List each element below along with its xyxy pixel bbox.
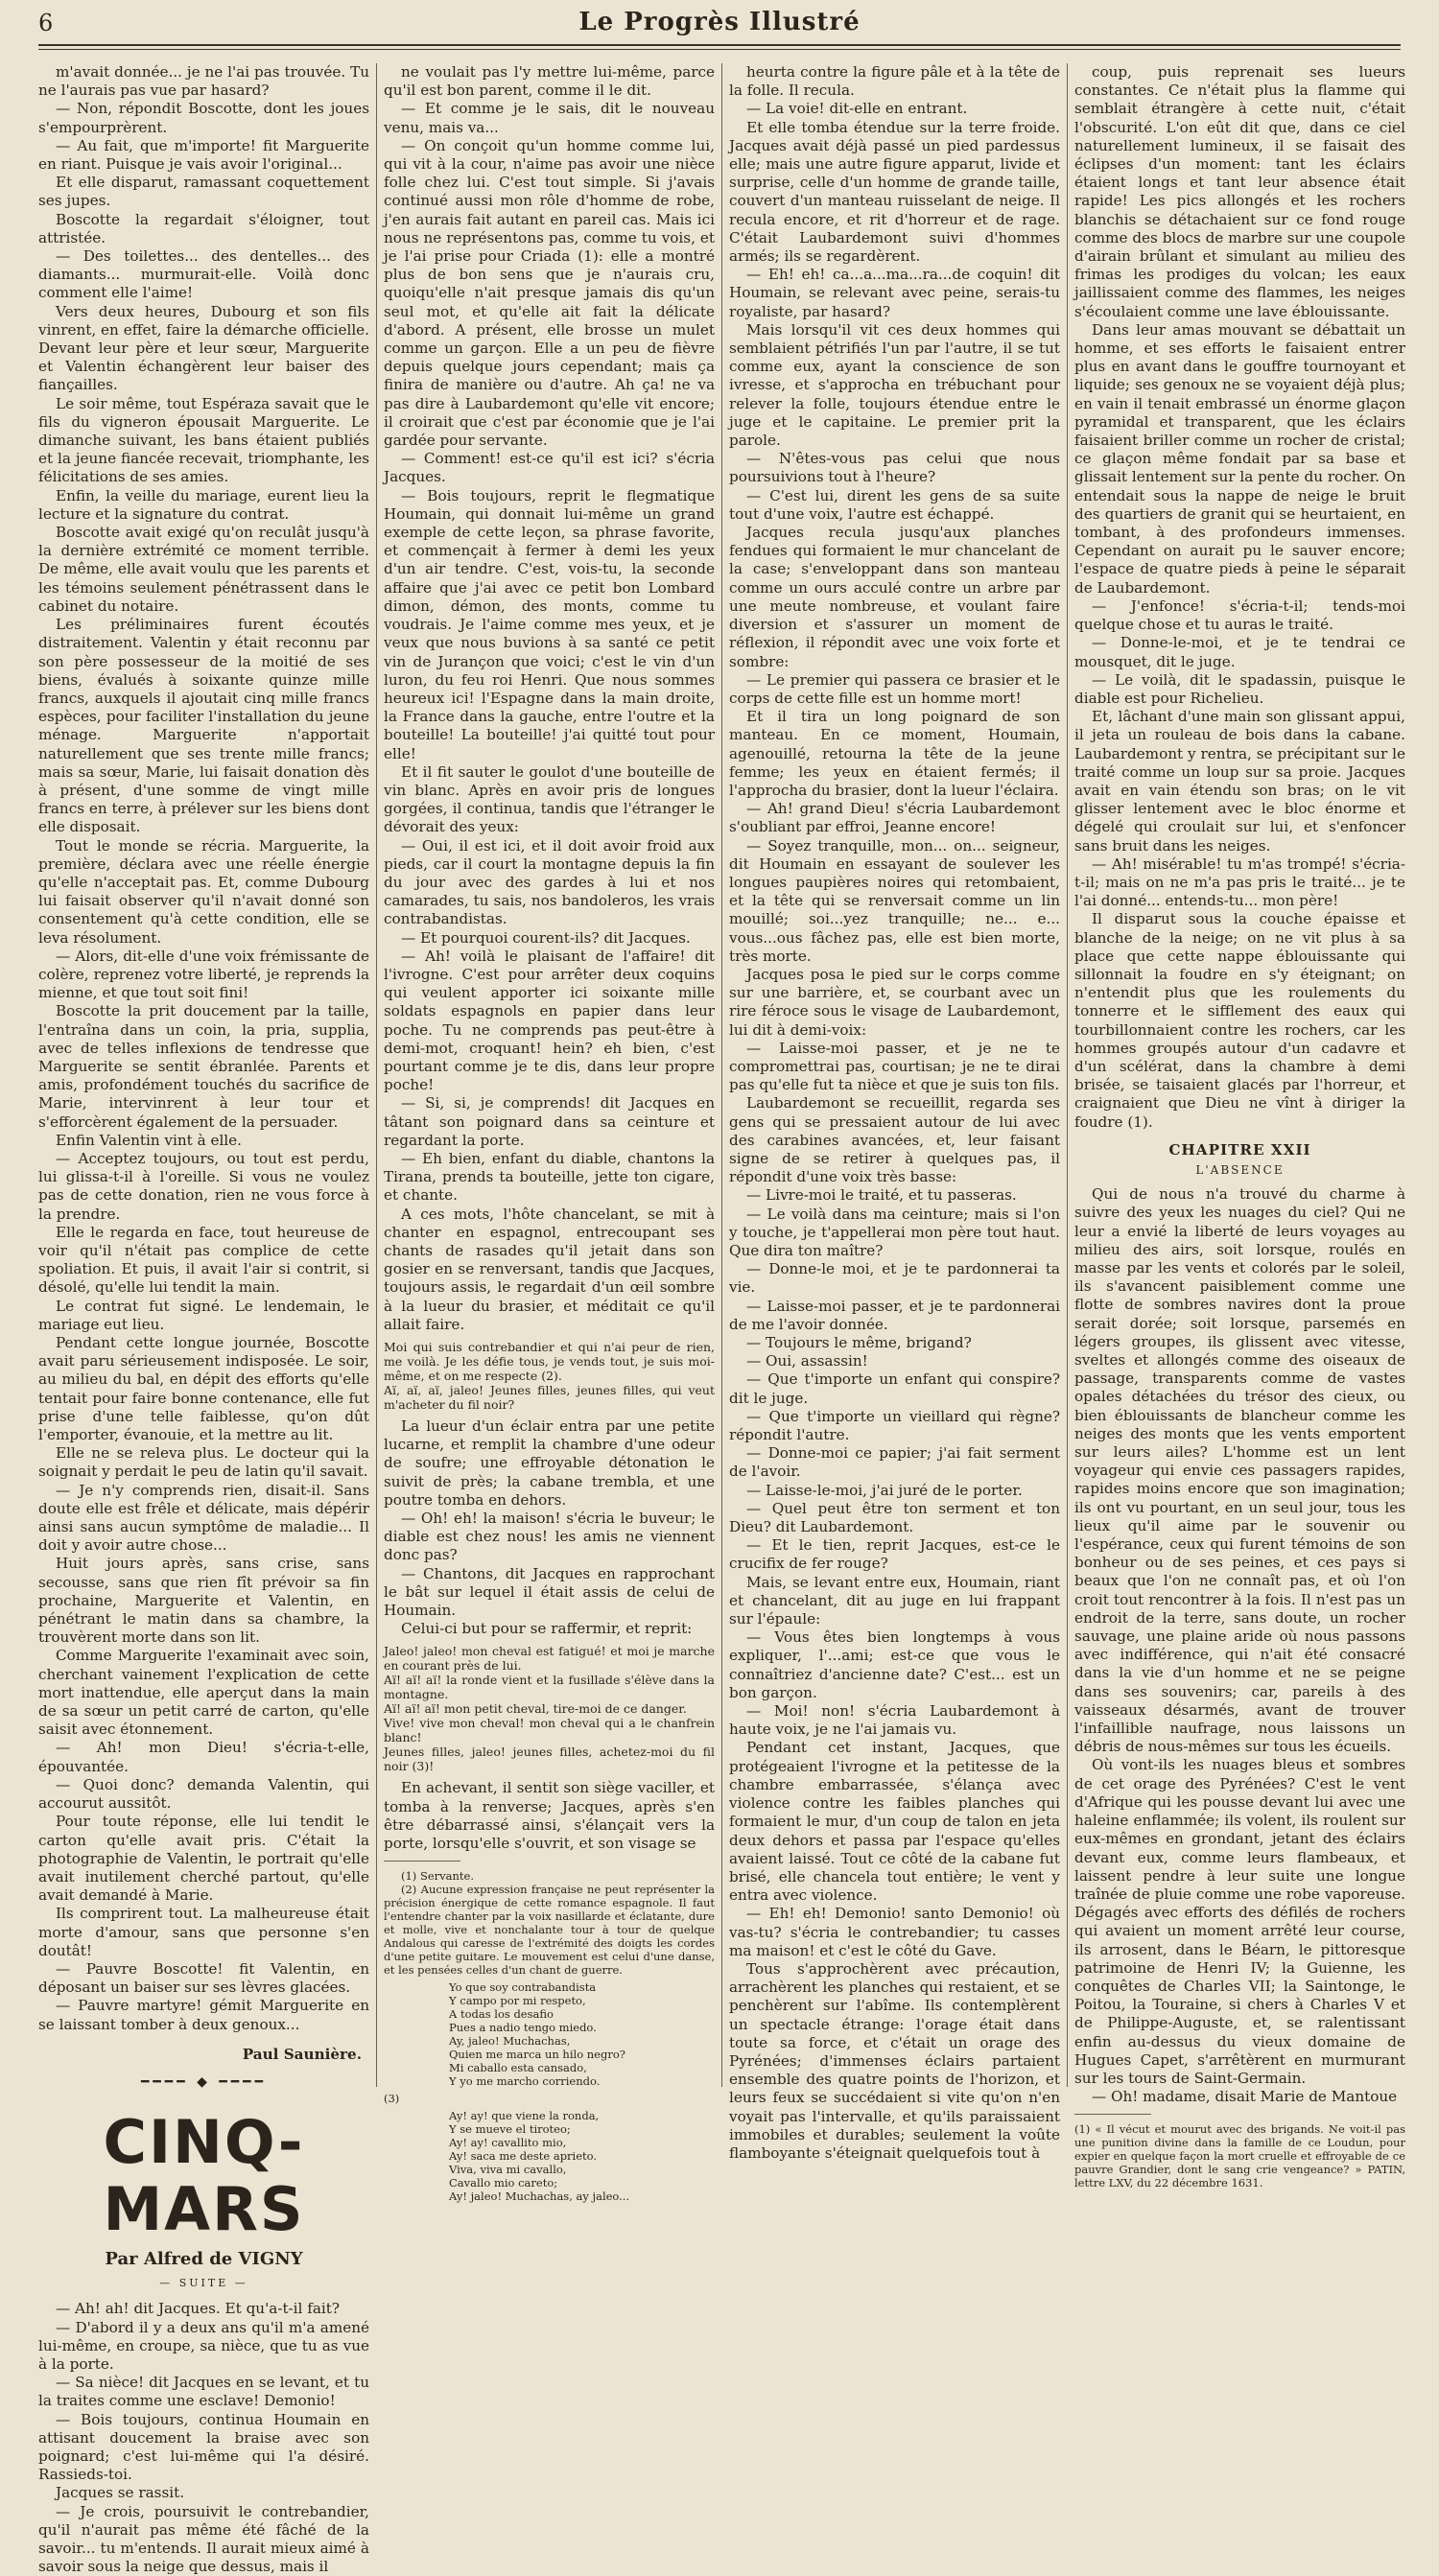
song-translation (384, 1340, 715, 1412)
paragraph: — Chantons, dit Jacques en rapprochant le bât sur lequel il était assis de celui de Houmain. (384, 1564, 715, 1620)
paragraph: — Je n'y comprends rien, disait-il. Sans doute elle est frêle et délicate, mais dépérir ainsi sans aucun symptôme de maladie... Il doit y avoir autre chose... (38, 1481, 369, 1555)
song-line: Jeunes filles, jaleo! jeunes filles, achetez-moi du fil noir (3)! (384, 1745, 715, 1774)
paragraph: — Eh! eh! Demonio! santo Demonio! où vas-tu? s'écria le contrebandier; tu casses ma maison! et c'est le côté du Gave. (729, 1905, 1060, 1959)
paragraph: — Non, répondit Boscotte, dont les joues s'empourprèrent. (38, 100, 369, 136)
paragraph: — Moi! non! s'écria Laubardemont à haute voix, je ne l'ai jamais vu. (729, 1702, 1060, 1739)
header-rule-thin (38, 49, 1401, 50)
song-line: Cavallo mio careto; (449, 2176, 558, 2190)
paragraph: Laubardemont se recueillit, regarda ses gens qui se pressaient autour de lui avec des carabines avancées, et, leur faisant signe de se retirer à quelques pas, il répondit d'une voix très basse: (729, 1094, 1060, 1186)
paragraph: — Que t'importe un enfant qui conspire? dit le juge. (729, 1370, 1060, 1407)
header-rule (38, 44, 1401, 46)
ornament-divider: ━━━━ ◆ ━━━━ (140, 2073, 268, 2090)
column-divider (721, 63, 722, 2087)
song-line: Aï, aï, aï, jaleo! Jeunes filles, jeunes filles, qui veut m'acheter du fil noir? (384, 1383, 715, 1413)
paragraph: Et elle tomba étendue sur la terre froide. Jacques avait déjà passé un pied pardessus elle; mais une autre figure apparut, livide et surprise, celle d'un homme de grande taille, couvert d'un manteau ruisselant de neige. Il recula encore, et rit d'horreur et de rage. C'était Laubardemont suivi d'hommes armés; ils se regardèrent. (729, 118, 1060, 266)
paragraph: ne voulait pas l'y mettre lui-même, parce qu'il est bon parent, comme il le dit. (384, 63, 715, 100)
serial-paragraphs (1074, 63, 1405, 1132)
footnote-marker: (3) (384, 2092, 400, 2106)
song-line: Ay! ay! cavallito mio, (449, 2136, 567, 2150)
paragraph: Boscotte la regardait s'éloigner, tout attristée. (38, 210, 369, 246)
paragraph: A ces mots, l'hôte chancelant, se mit à chanter en espagnol, entrecoupant ses chants de rasades qu'il jetait dans son gosier en se renversant, tandis que Jacques, toujours assis, le regardait d'un œil sombre à la lueur du brasier, et méditait ce qu'il allait faire. (384, 1205, 715, 1333)
song-line: Moi qui suis contrebandier et qui n'ai peur de rien, me voilà. Je les défie tous, je vends tout, je suis moi-même, et on me respecte (2). (384, 1340, 715, 1384)
paragraph: — Quel peut être ton serment et ton Dieu? dit Laubardemont. (729, 1499, 1060, 1536)
paragraph: — Et pourquoi courent-ils? dit Jacques. (401, 928, 691, 947)
paragraph: — Oui, assassin! (746, 1352, 868, 1370)
paragraph: — Ah! mon Dieu! s'écria-t-elle, épouvantée. (38, 1739, 369, 1775)
paragraph: — Le premier qui passera ce brasier et le corps de cette fille est un homme mort! (729, 670, 1060, 707)
song-line: Ay, jaleo! Muchachas, (449, 2034, 571, 2049)
footnote-rule (384, 1861, 460, 1862)
paragraph: Mais, se levant entre eux, Houmain, riant et chancelant, dit au juge en lui frappant sur l'épaule: (729, 1573, 1060, 1628)
chapter-title: CHAPITRE XXII (1168, 1140, 1311, 1159)
paragraph: — Et comme je le sais, dit le nouveau venu, mais va... (384, 100, 715, 136)
paragraph: Enfin, la veille du mariage, eurent lieu la lecture et la signature du contrat. (38, 486, 369, 523)
paragraph: — Acceptez toujours, ou tout est perdu, lui glissa-t-il à l'oreille. Si vous ne voulez pas de cette donation, rien ne vous force à la prendre. (38, 1149, 369, 1223)
serial-paragraphs (384, 1417, 715, 1638)
paragraph: Le contrat fut signé. Le lendemain, le mariage eut lieu. (38, 1297, 369, 1333)
paragraph: Jacques recula jusqu'aux planches fendues qui formaient le mur chancelant de la case; s'enveloppant dans son manteau comme un ours acculé contre un arbre par une meute nombreuse, et voulant faire diversion et s'assurer un moment de réflexion, il répondit avec une voix forte et sombre: (729, 524, 1060, 670)
song-line: Jaleo! jaleo! mon cheval est fatigué! et moi je marche en courant près de lui. (384, 1644, 715, 1674)
paragraph: — Laisse-le-moi, j'ai juré de le porter. (746, 1481, 1023, 1499)
paragraph: — Donne-le moi, et je te pardonnerai ta vie. (729, 1260, 1060, 1297)
paragraph: — Ah! misérable! tu m'as trompé! s'écria-t-il; mais on ne m'a pas pris le traité... je te l'ai donné... entends-tu... mon père! (1074, 855, 1405, 910)
page-number: 6 (38, 10, 54, 36)
paragraph: — Des toilettes... des dentelles... des diamants... murmurait-elle. Voilà donc comment elle l'aime! (38, 247, 369, 302)
song-line: Viva, viva mi cavallo, (449, 2163, 567, 2177)
paragraph: Tout le monde se récria. Marguerite, la première, déclara avec une réelle énergie qu'elle n'acceptait pas. Et, comme Dubourg lui faisait observer qu'il n'avait donné son consentement qu'à cette condition, elle se leva résolument. (38, 836, 369, 947)
paragraph: — Et le tien, reprit Jacques, est-ce le crucifix de fer rouge? (729, 1536, 1060, 1573)
paragraph: — Quoi donc? demanda Valentin, qui accourut aussitôt. (38, 1775, 369, 1813)
paragraph: Les préliminaires furent écoutés distraitement. Valentin y était reconnu par son père possesseur de la moitié de ses biens, évalués à soixante quinze mille francs, auxquels il ajoutait cinq mille francs espèces, pour faciliter l'installation du jeune ménage. Marguerite n'apportait naturellement que ses trente mille francs; mais sa sœur, Marie, lui faisait donation dès à présent, d'une somme de vingt mille francs en terre, à prélever sur les biens dont elle disposait. (38, 616, 369, 836)
paragraph: Et elle disparut, ramassant coquettement ses jupes. (38, 174, 369, 210)
paragraph: — Je crois, poursuivit le contrebandier, qu'il n'aurait pas même été fâché de la savoir... tu m'entends. Il aurait mieux aimé à savoir sous la neige que dessus, mais il (38, 2502, 369, 2576)
paragraph: m'avait donnée... je ne l'ai pas trouvée. Tu ne l'aurais pas vue par hasard? (38, 63, 369, 100)
paragraph: — Eh bien, enfant du diable, chantons la Tirana, prends ta bouteille, jette ton cigare, et chante. (384, 1149, 715, 1205)
paragraph: — Ah! grand Dieu! s'écria Laubardemont s'oubliant par effroi, Jeanne encore! (729, 800, 1060, 836)
serial-suite: — SUITE — (159, 2277, 248, 2290)
paragraph: Et il tira un long poignard de son manteau. En ce moment, Houmain, agenouillé, retourna la tête de la jeune femme; les yeux en étaient fermés; il l'approcha du brasier, dont la lueur l'éclaira. (729, 708, 1060, 799)
song-line: Pues a nadio tengo miedo. (449, 2021, 597, 2035)
column-3 (729, 63, 1060, 2162)
column-divider (376, 63, 377, 2087)
paragraph: La lueur d'un éclair entra par une petite lucarne, et remplit la chambre d'une odeur de soufre; une effroyable détonation le suivit de près; la cabane trembla, et une poutre tomba en dehors. (384, 1417, 715, 1509)
paragraph: Tous s'approchèrent avec précaution, arrachèrent les planches qui restaient, et se penchèrent sur l'abîme. Ils contemplèrent un spectacle étrange: l'orage était dans toute sa force, et c'était un orage des Pyrénées; d'immenses éclairs partaient ensemble des quatre points de l'horizon, et leurs feux se succédaient si vite qu'on n'en voyait pas l'intervalle, et qu'ils paraissaient immobiles et durables; seulement la voûte flamboyante s'éteignait quelquefois tout à (729, 1959, 1060, 2162)
paragraph: Pour toute réponse, elle lui tendit le carton qu'elle avait pris. C'était la photographie de Valentin, le portrait qu'elle avait inutilement cherché partout, qu'elle avait demandé à Marie. (38, 1813, 369, 1905)
song-line: A todas los desafio (449, 2007, 554, 2022)
paragraph: — Bois toujours, continua Houmain en attisant doucement la braise avec son poignard; c'est lui-même qui l'a désiré. Rassieds-toi. (38, 2410, 369, 2484)
story-paragraphs (38, 63, 369, 2034)
paragraph: — Oh! eh! la maison! s'écria le buveur; le diable est chez nous! les amis ne viennent donc pas? (384, 1510, 715, 1564)
song-line: Vive! vive mon cheval! mon cheval qui a le chanfrein blanc! (384, 1716, 715, 1745)
paragraph: Dans leur amas mouvant se débattait un homme, et ses efforts le faisaient entrer plus en avant dans le gouffre tournoyant et liquide; ses genoux ne se voyaient déjà plus; en vain il tenait embrassé un énorme glaçon pyramidal et transparent, que les éclairs faisaient briller comme un rocher de cristal; ce glaçon même fondait par sa base et glissait lentement sur la pente du rocher. On entendait sous la nappe de neige le bruit des quartiers de granit qui se heurtaient, en tombant, à des profondeurs immenses. Cependant on aurait pu le sauver encore; l'espace de quatre pieds à peine le séparait de Laubardemont. (1074, 320, 1405, 597)
song-line: Aï! aï! aï! mon petit cheval, tire-moi de ce danger. (384, 1701, 687, 1717)
song-line: Ay! jaleo! Muchachas, ay jaleo... (449, 2190, 630, 2204)
paragraph: Celui-ci but pour se raffermir, et reprit: (401, 1620, 693, 1638)
paragraph: — Alors, dit-elle d'une voix frémissante de colère, reprenez votre liberté, je reprends la mienne, et que tout soit fini! (38, 947, 369, 1002)
paragraph: — Vous êtes bien longtemps à vous expliquer, l'...ami; est-ce que vous le connaîtriez d'ancienne date? C'est... est un bon garçon. (729, 1628, 1060, 1701)
paragraph: Pendant cet instant, Jacques, que protégeaient l'ivrogne et la petitesse de la chambre embarrassée, s'élança avec violence contre les faibles planches qui formaient le mur, d'un coup de talon en jeta deux dehors et passa par l'espace qu'elles avaient laissé. Tout ce côté de la cabane fut brisé, elle chancela tout entière; le vent y entra avec violence. (729, 1739, 1060, 1905)
paragraph: Et, lâchant d'une main son glissant appui, il jeta un rouleau de bois dans la cabane. Laubardemont y rentra, se précipitant sur le traité comme un loup sur sa proie. Jacques avait en vain étendu son bras; on le vit glisser lentement avec le bloc énorme et dégelé qui croulait sur lui, et s'enfoncer sans bruit dans les neiges. (1074, 708, 1405, 855)
paragraph: — Livre-moi le traité, et tu passeras. (746, 1186, 1017, 1205)
serial-paragraphs (1074, 1185, 1405, 2106)
song-line: Y yo me marcho corriendo. (449, 2074, 601, 2089)
serial-paragraphs (729, 63, 1060, 2163)
serial-paragraphs (384, 63, 715, 1334)
paragraph: — La voie! dit-elle en entrant. (746, 100, 968, 118)
paragraph: Ils comprirent tout. La malheureuse était morte d'amour, sans que personne s'en doutât! (38, 1905, 369, 1959)
paragraph: — Pauvre martyre! gémit Marguerite en se laissant tomber à deux genoux... (38, 1997, 369, 2033)
paragraph: — Le voilà, dit le spadassin, puisque le diable est pour Richelieu. (1074, 670, 1405, 707)
paragraph: — On conçoit qu'un homme comme lui, qui vit à la cour, n'aime pas avoir une nièce folle chez lui. C'est tout simple. Si j'avais continué aussi mon rôle d'homme de robe, j'en aurais fait autant en pareil cas. Mais ici nous ne représentons pas, comme tu vois, et je l'ai prise pour Criada (1): elle a montré plus de bon sens que je n'aurais cru, quoiqu'elle n'ait presque jamais dis qu'un seul mot, et qu'elle ait fait la délicate d'abord. A présent, elle brosse un mulet comme un garçon. Elle a un peu de fièvre depuis quelque jours cependant; mais ça finira de manière ou d'autre. Ah ça! ne va pas dire à Laubardemont qu'elle vit encore; il croirait que c'est par économie que je l'ai gardée pour servante. (384, 136, 715, 450)
paragraph: — Ah! voilà le plaisant de l'affaire! dit l'ivrogne. C'est pour arrêter deux coquins qui veulent apporter ici soixante mille soldats espagnols en papier dans leur poche. Tu ne comprends pas peut-être à demi-mot, croquant! hein? eh bien, c'est pourtant comme je te dis, dans leur propre poche! (384, 947, 715, 1094)
paragraph: Le soir même, tout Espéraza savait que le fils du vigneron épousait Marguerite. Le dimanche suivant, les bans étaient publiés et la jeune fiancée recevait, triomphante, les félicitations de ses amies. (38, 394, 369, 486)
paragraph: — Oui, il est ici, et il doit avoir froid aux pieds, car il court la montagne depuis la fin du jour avec des gardes à lui et nos camarades, tu sais, nos bandoleros, les vrais contrabandistas. (384, 836, 715, 928)
song-line: Quien me marca un hilo negro? (449, 2048, 625, 2062)
paragraph: Jacques posa le pied sur le corps comme sur une barrière, et, se courbant avec un rire féroce sous le visage de Laubardemont, lui dit à demi-voix: (729, 965, 1060, 1039)
paragraph: — Donne-moi ce papier; j'ai fait serment de l'avoir. (729, 1444, 1060, 1481)
column-1 (38, 63, 369, 2576)
footnote: (1) Servante. (401, 1869, 474, 1884)
paragraph: — Laisse-moi passer, et je te pardonnerai de me l'avoir donnée. (729, 1297, 1060, 1333)
paragraph: Jacques se rassit. (56, 2484, 185, 2502)
paragraph: — Le voilà dans ma ceinture; mais si l'on y touche, je t'appellerai mon père tout haut. Que dira ton maître? (729, 1205, 1060, 1259)
paragraph: — Ah! ah! dit Jacques. Et qu'a-t-il fait? (56, 2300, 341, 2318)
song-line: Mi caballo esta cansado, (449, 2061, 587, 2075)
song-line: Ay! ay! que viene la ronda, (449, 2109, 600, 2123)
paragraph: Boscotte la prit doucement par la taille, l'entraîna dans un coin, la pria, supplia, avec de telles inflexions de tendresse que Marguerite se sentit ébranlée. Parents et amis, profondément touchés du sacrifice de Marie, intervinrent à leur tour et s'efforcèrent également de la persuader. (38, 1002, 369, 1131)
footnote: (1) « Il vécut et mourut avec des brigands. Ne voit-il pas une punition divine dans la famille de ce Loudun, pour expier en quelque façon la mort cruelle et effroyable de ce pauvre Grandier, dont le sang crie vengeance? » PATIN, lettre LXV, du 22 décembre 1631. (1074, 2122, 1405, 2190)
paragraph: — Eh! eh! ca...a...ma...ra...de coquin! dit Houmain, se relevant avec peine, serais-tu royaliste, par hasard? (729, 266, 1060, 320)
spanish-song (432, 1980, 715, 2088)
paragraph: Boscotte avait exigé qu'on reculât jusqu'à la dernière extrémité ce moment terrible. De même, elle avait voulu que les parents et les témoins seulement pénétrassent dans le cabinet du notaire. (38, 524, 369, 615)
paragraph: — Au fait, que m'importe! fit Marguerite en riant. Puisque je vais avoir l'original... (38, 136, 369, 174)
paragraph: Pendant cette longue journée, Boscotte avait paru sérieusement indisposée. Le soir, au milieu du bal, en dépit des efforts qu'elle tentait pour faire bonne contenance, elle fut prise d'une telle faiblesse, qu'on dût l'emporter, évanouie, et la mettre au lit. (38, 1334, 369, 1444)
paragraph: Elle le regarda en face, tout heureuse de voir qu'il n'était pas complice de cette spoliation. Et puis, il avait l'air si contrit, si désolé, qu'elle lui tendit la main. (38, 1223, 369, 1297)
paragraph: — Oh! madame, disait Marie de Mantoue (1092, 2088, 1398, 2106)
paragraph: Huit jours après, sans crise, sans secousse, sans que rien fît prévoir sa fin prochaine, Marguerite et Valentin, en pénétrant le matin dans sa chambre, la trouvèrent morte dans son lit. (38, 1555, 369, 1647)
paragraph: Comme Marguerite l'examinait avec soin, cherchant vainement l'explication de cette mort inattendue, elle aperçut dans la main de sa sœur un petit carré de carton, qu'elle saisit avec étonnement. (38, 1647, 369, 1739)
column-2 (384, 63, 715, 2204)
masthead: Le Progrès Illustré (578, 8, 861, 36)
serial-author: Par Alfred de VIGNY (105, 2249, 303, 2270)
paragraph: Mais lorsqu'il vit ces deux hommes qui semblaient pétrifiés l'un par l'autre, il se tut comme eux, ayant la conscience de son ivresse, et s'approcha en trébuchant pour relever la folle, toujours étendue entre le juge et le capitaine. Le premier prit la parole. (729, 320, 1060, 450)
paragraph: heurta contre la figure pâle et à la tête de la folle. Il recula. (729, 63, 1060, 100)
paragraph: — Pauvre Boscotte! fit Valentin, en déposant un baiser sur ses lèvres glacées. (38, 1959, 369, 1997)
paragraph: Et il fit sauter le goulot d'une bouteille de vin blanc. Après en avoir pris de longues gorgées, il continua, tandis que l'étranger le dévorait des yeux: (384, 762, 715, 836)
footnote-rule (1074, 2114, 1151, 2115)
paragraph: coup, puis reprenait ses lueurs constantes. Ce n'était plus la flamme qui semblait étrangère à cette nuit, c'était l'obscurité. L'on eût dit que, dans ce ciel naturellement lumineux, il se faisait des éclipses d'un moment: tant les éclairs étaient longs et tant leur absence était rapide! Les pics allongés et les rochers blanchis se détachaient sur ce fond rouge comme des blocs de marbre sur une coupole d'airain brûlant et simulant au milieu des frimas les prodiges du volcan; les eaux jaillissaient comme des flammes, les neiges s'écoulaient comme une lave éblouissante. (1074, 63, 1405, 320)
paragraph: — Bois toujours, reprit le flegmatique Houmain, qui donnait lui-même un grand exemple de cette leçon, sa phrase favorite, et commençait à fermer à demi les yeux d'un air tendre. C'est, vois-tu, la seconde affaire que j'ai avec ce petit bon Lombard dimon, démon, des monts, comme tu voudrais. Je l'aime comme mes yeux, et je veux que nous buvions à sa santé ce petit vin de Jurançon que voici; c'est le vin d'un luron, du feu roi Henri. Que nous sommes heureux ici! l'Espagne dans la main droite, la France dans la gauche, entre l'outre et la bouteille! La bouteille! j'ai quitté tout pour elle! (384, 486, 715, 762)
paragraph: — C'est lui, dirent les gens de sa suite tout d'une voix, l'autre est échappé. (729, 486, 1060, 523)
page-header (38, 8, 1401, 40)
paragraph: Il disparut sous la couche épaisse et blanche de la neige; on ne vit plus à sa place que cette nappe éblouissante qui sillonnait la foudre en s'y éteignant; on n'entendit plus que les roulements du tonnerre et le sifflement des eaux qui tourbillonnaient contre les rochers, car les hommes groupés autour d'un cadavre et d'un scélérat, dans la chambre à demi brisée, se taisaient glacés par l'horreur, et craignaient que Dieu ne vînt à diriger la foudre (1). (1074, 910, 1405, 1131)
paragraph: En achevant, il sentit son siège vaciller, et tomba à la renverse; Jacques, après s'en être débarrassé ainsi, s'élançait vers la porte, lorsqu'elle s'ouvrit, et son visage se (384, 1779, 715, 1853)
song-line: Aï! aï! aï! la ronde vient et la fusillade s'élève dans la montagne. (384, 1673, 715, 1702)
song-line: Y se mueve el tiroteo; (449, 2122, 571, 2137)
paragraph: — Si, si, je comprends! dit Jacques en tâtant son poignard dans sa ceinture et regardant la porte. (384, 1094, 715, 1149)
paragraph: — N'êtes-vous pas celui que nous poursuivions tout à l'heure? (729, 450, 1060, 486)
paragraph: — Comment! est-ce qu'il est ici? s'écria Jacques. (384, 450, 715, 486)
footnotes (384, 1869, 715, 1977)
serial-paragraphs (38, 2300, 369, 2576)
paragraph: — Donne-le-moi, et je te tendrai ce mousquet, dit le juge. (1074, 634, 1405, 670)
column-4 (1074, 63, 1405, 2190)
paragraph: — Sa nièce! dit Jacques en se levant, et tu la traites comme une esclave! Demonio! (38, 2374, 369, 2410)
song-line: Yo que soy contrabandista (449, 1980, 597, 1995)
paragraph: Vers deux heures, Dubourg et son fils vinrent, en effet, faire la démarche officielle. Devant leur père et leur sœur, Marguerite et Valentin échangèrent leur baiser des fiançailles. (38, 302, 369, 394)
song-line: Y campo por mi respeto, (449, 1994, 586, 2008)
paragraph: Où vont-ils les nuages bleus et sombres de cet orage des Pyrénées? C'est le vent d'Afrique qui les pousse devant lui avec une haleine enflammée; ils volent, ils roulent sur eux-mêmes en grondant, jetant des éclairs devant eux, comme leurs flambeaux, et laissent pendre à leur suite une longue traînée de pluie comme une robe vaporeuse. Dégagés avec efforts des défilés de rochers qui avaient un moment arrêté leur course, ils arrosent, dans le Béarn, le pittoresque patrimoine de Henri IV; la Guienne, les conquêtes de Charles VII; la Saintonge, le Poitou, la Touraine, si chers à Charles V et de Philippe-Auguste, et, se ralentissant enfin au-dessus du vieux domaine de Hugues Capet, s'arrêtèrent en murmurant sur les tours de Saint-Germain. (1074, 1756, 1405, 2087)
story-signature: Paul Saunière. (242, 2045, 362, 2063)
column-divider (1067, 63, 1068, 2087)
chapter-subtitle: L'ABSENCE (1195, 1162, 1285, 1177)
paragraph: — Toujours le même, brigand? (746, 1334, 972, 1352)
footnote: (2) Aucune expression française ne peut représenter la précision énergique de cette romance espagnole. Il faut l'entendre chanter par la voix nasillarde et éclatante, dure et molle, vive et nonchalante tour à tour de quelque Andalous qui caresse de l'extrémité des doigts les cordes d'une petite guitare. Le mouvement est celui d'une danse, et les pensées celles d'un chant de guerre. (384, 1883, 715, 1978)
paragraph: Enfin Valentin vint à elle. (56, 1131, 242, 1149)
paragraph: — J'enfonce! s'écria-t-il; tends-moi quelque chose et tu auras le traité. (1074, 597, 1405, 634)
serial-title: CINQ-MARS (103, 2107, 305, 2245)
paragraph: — Soyez tranquille, mon... on... seigneur, dit Houmain en essayant de soulever les longues paupières noires qui retombaient, et la tête qui se renversait comme un lin mouillé; soi...yez tranquille; ne... e... vous...ous fâchez pas, elle est bien morte, très morte. (729, 836, 1060, 965)
song-translation (384, 1644, 715, 1773)
paragraph: — Que t'importe un vieillard qui règne? répondit l'autre. (729, 1407, 1060, 1444)
serial-paragraphs (384, 1779, 715, 1853)
paragraph: — Laisse-moi passer, et je ne te compromettrai pas, courtisan; je ne te dirai pas qu'elle fut ta nièce et que je suis ton fils. (729, 1039, 1060, 1094)
paragraph: Qui de nous n'a trouvé du charme à suivre des yeux les nuages du ciel? Qui ne leur a envié la liberté de leurs voyages au milieu des airs, soit lorsque, roulés en masse par les vents et colorés par le soleil, ils s'avancent paisiblement comme une flotte de sombres navires dont la proue serait dorée; soit lorsque, parsemés en légers groupes, ils glissent avec vitesse, sveltes et allongés comme des oiseaux de passage, transparents comme de vastes opales détachées du trésor des cieux, ou bien éblouissants de blancheur comme les neiges des monts que les vents emportent sur leurs ailes? L'homme est un lent voyageur qui envie ces passagers rapides, rapides moins encore que son imagination; ils ont vu pourtant, en un seul jour, tous les lieux qu'il aime par le souvenir ou l'espérance, ceux qui furent témoins de son bonheur ou de ses peines, et ces pays si beaux que l'on ne connaît pas, et où l'on croit tout rencontrer à la fois. Il n'est pas un endroit de la terre, sans doute, un rocher sauvage, une plaine aride où nous passons avec indifférence, qui n'ait été consacré dans la vie d'un homme et ne se peigne dans ses souvenirs; car, pareils à des vaisseaux désarmés, avant de trouver l'infaillible naufrage, nous laissons un débris de nous-mêmes sur tous les écueils. (1074, 1185, 1405, 1756)
song-line: Ay! saca me deste aprieto. (449, 2149, 598, 2164)
paragraph: Elle ne se releva plus. Le docteur qui la soignait y perdait le peu de latin qu'il savait. (38, 1444, 369, 1481)
paragraph: — D'abord il y a deux ans qu'il m'a amené lui-même, en croupe, sa nièce, que tu as vue à la porte. (38, 2318, 369, 2373)
spanish-song (432, 2109, 715, 2203)
